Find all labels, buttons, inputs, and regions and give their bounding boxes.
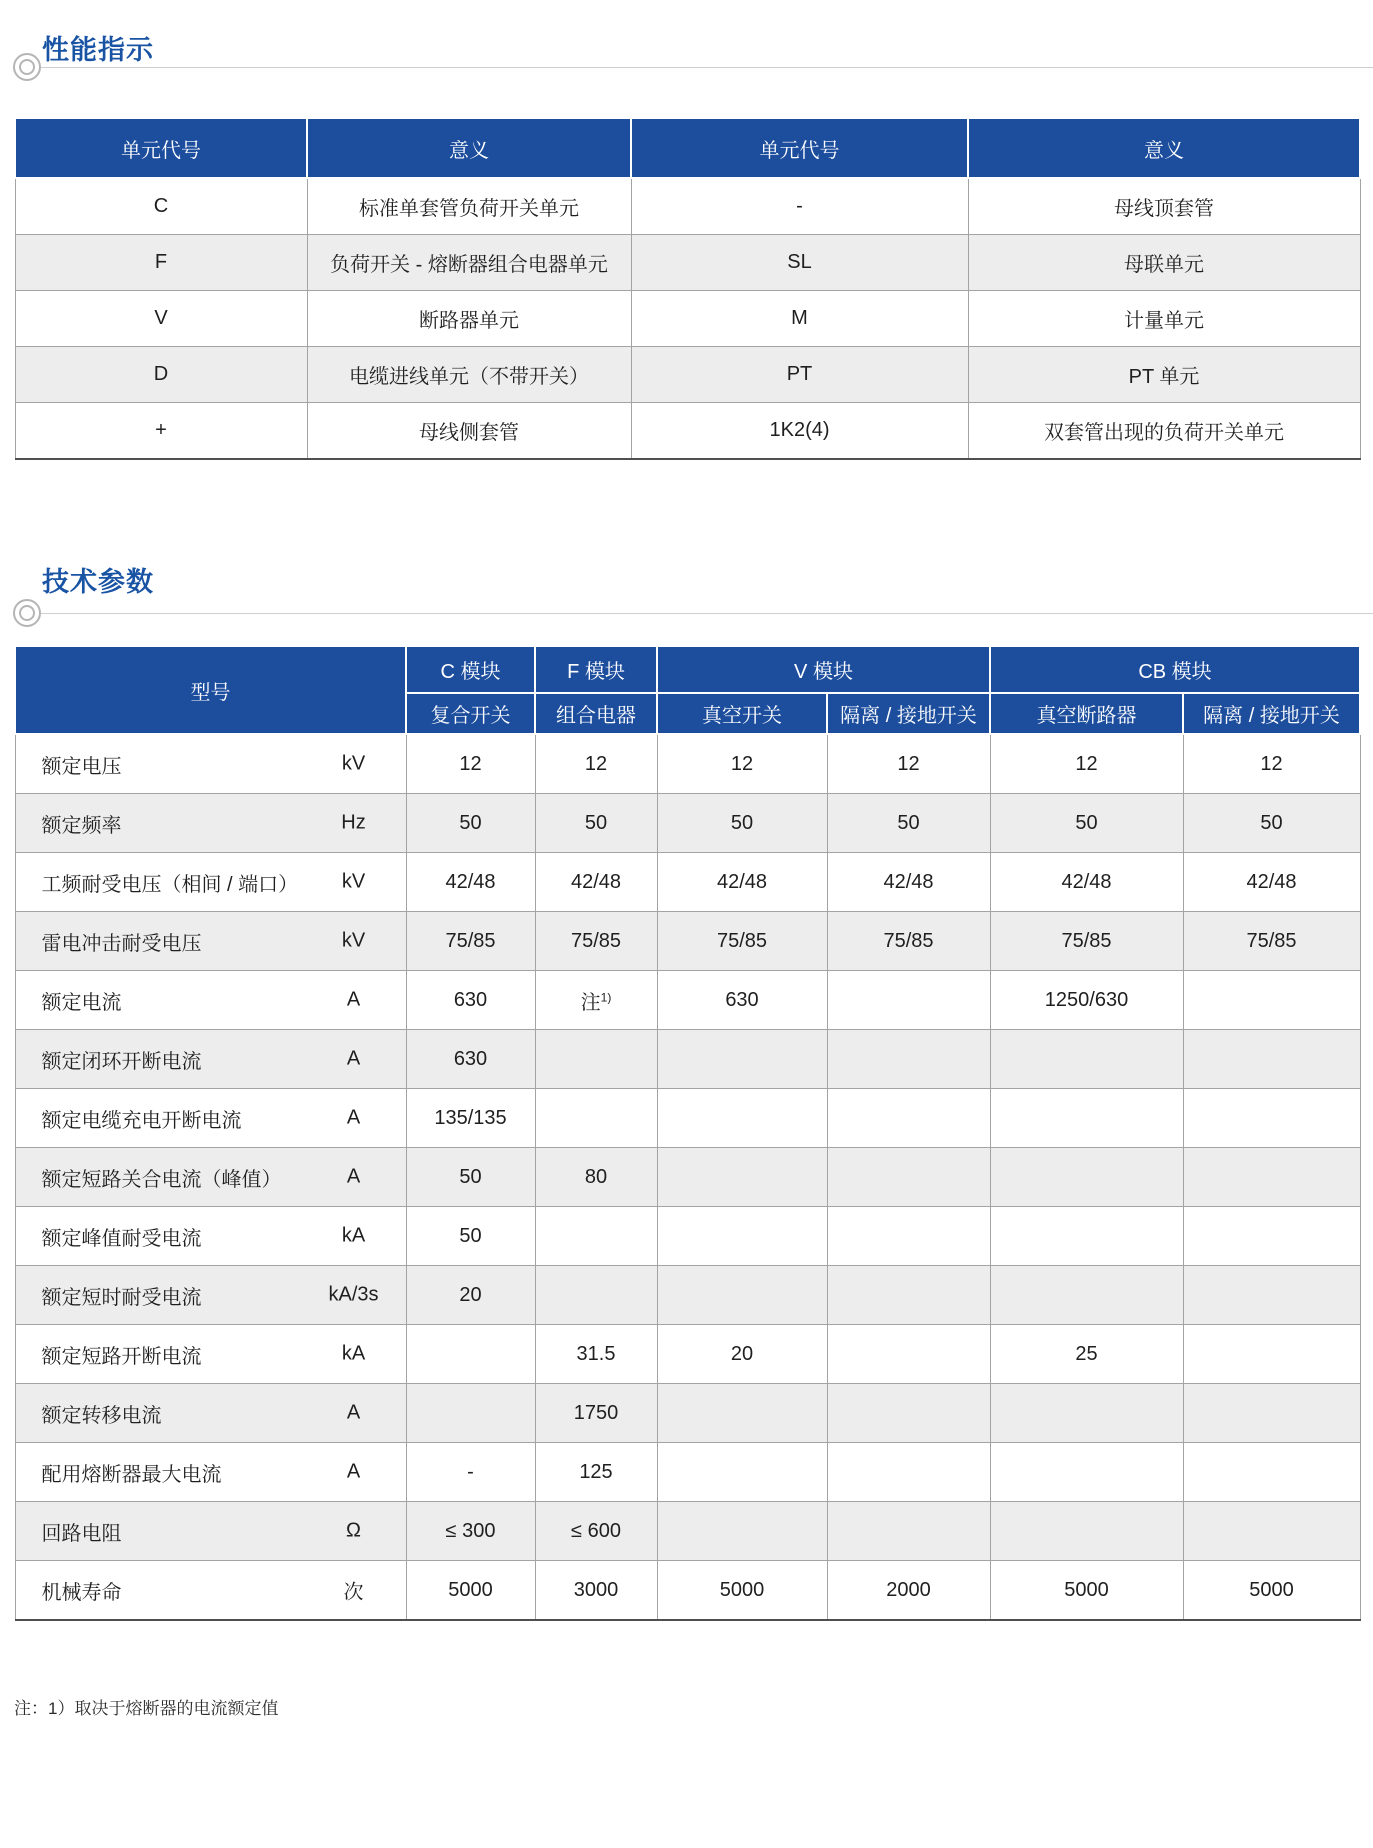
parameter-cell: 额定电压 kV xyxy=(15,734,406,794)
unit-label: A xyxy=(346,1106,361,1129)
unit-code-cell: D xyxy=(15,347,307,403)
unit-label: kA xyxy=(341,1224,366,1247)
value-cell xyxy=(1183,1325,1360,1384)
unit-code-cell: - xyxy=(631,178,968,235)
value-cell: 5000 xyxy=(657,1561,827,1621)
spec-row xyxy=(15,1502,1360,1561)
unit-code-cell: + xyxy=(15,403,307,460)
value-cell: 42/48 xyxy=(1183,853,1360,912)
value-cell: 135/135 xyxy=(406,1089,535,1148)
value-cell xyxy=(1183,1030,1360,1089)
value-cell xyxy=(990,1030,1183,1089)
parameter-cell: 额定峰值耐受电流 kA xyxy=(15,1207,406,1266)
value-cell: 75/85 xyxy=(406,912,535,971)
table-row xyxy=(15,291,1360,347)
value-cell xyxy=(1183,1502,1360,1561)
value-cell xyxy=(535,1089,657,1148)
unit-code-cell: PT xyxy=(631,347,968,403)
value-cell xyxy=(827,1443,990,1502)
table-row xyxy=(15,178,1360,235)
section-divider xyxy=(13,598,1373,628)
value-cell xyxy=(657,1266,827,1325)
value-cell: ≤ 600 xyxy=(535,1502,657,1561)
parameter-cell: 额定转移电流 A xyxy=(15,1384,406,1443)
value-cell: 50 xyxy=(990,794,1183,853)
spec-row xyxy=(15,1207,1360,1266)
value-cell: 630 xyxy=(657,971,827,1030)
spec-row xyxy=(15,971,1360,1030)
unit-label: kA xyxy=(341,1342,366,1365)
value-cell xyxy=(990,1443,1183,1502)
value-cell xyxy=(990,1384,1183,1443)
value-cell: 31.5 xyxy=(535,1325,657,1384)
value-cell: 50 xyxy=(406,1207,535,1266)
value-cell: 20 xyxy=(657,1325,827,1384)
column-header: 意义 xyxy=(307,118,631,178)
spec-row xyxy=(15,1030,1360,1089)
value-cell: 50 xyxy=(1183,794,1360,853)
spec-row xyxy=(15,912,1360,971)
unit-label: Ω xyxy=(346,1519,361,1542)
model-header: 型号 xyxy=(15,646,406,734)
value-cell xyxy=(827,1384,990,1443)
value-cell: ≤ 300 xyxy=(406,1502,535,1561)
value-cell xyxy=(1183,1384,1360,1443)
meaning-cell: 计量单元 xyxy=(968,291,1360,347)
value-cell: 5000 xyxy=(406,1561,535,1621)
value-cell: 75/85 xyxy=(535,912,657,971)
value-cell: 75/85 xyxy=(1183,912,1360,971)
sub-header: 隔离 / 接地开关 xyxy=(827,693,990,734)
unit-label: Hz xyxy=(341,811,366,834)
circle-decoration-icon xyxy=(13,53,41,81)
parameter-cell: 额定电缆充电开断电流 A xyxy=(15,1089,406,1148)
value-cell: 75/85 xyxy=(827,912,990,971)
value-cell: 3000 xyxy=(535,1561,657,1621)
value-cell: 42/48 xyxy=(827,853,990,912)
meaning-cell: 断路器单元 xyxy=(307,291,631,347)
value-cell: 50 xyxy=(535,794,657,853)
unit-label: A xyxy=(346,988,361,1011)
value-cell xyxy=(827,1030,990,1089)
unit-label: A xyxy=(346,1165,361,1188)
value-cell: 12 xyxy=(827,734,990,794)
value-cell: 630 xyxy=(406,1030,535,1089)
value-cell xyxy=(535,1207,657,1266)
parameter-cell: 额定闭环开断电流 A xyxy=(15,1030,406,1089)
sub-header: 真空开关 xyxy=(657,693,827,734)
meaning-cell: 电缆进线单元（不带开关） xyxy=(307,347,631,403)
value-cell xyxy=(657,1030,827,1089)
parameter-cell: 工频耐受电压（相间 / 端口） kV xyxy=(15,853,406,912)
value-cell: 20 xyxy=(406,1266,535,1325)
value-cell xyxy=(657,1148,827,1207)
sub-header: 组合电器 xyxy=(535,693,657,734)
circle-decoration-icon xyxy=(13,599,41,627)
value-cell xyxy=(657,1207,827,1266)
value-cell xyxy=(990,1266,1183,1325)
meaning-cell: 双套管出现的负荷开关单元 xyxy=(968,403,1360,460)
value-cell xyxy=(535,1266,657,1325)
section-title-performance: 性能指示 xyxy=(42,35,154,65)
column-header: 意义 xyxy=(968,118,1360,178)
value-cell xyxy=(990,1148,1183,1207)
value-cell xyxy=(990,1207,1183,1266)
section-title-parameters: 技术参数 xyxy=(42,567,154,597)
value-cell: 80 xyxy=(535,1148,657,1207)
unit-label: A xyxy=(346,1460,361,1483)
value-cell: 50 xyxy=(657,794,827,853)
technical-parameter-table xyxy=(14,645,1361,1621)
unit-label: kV xyxy=(341,870,366,893)
value-cell xyxy=(535,1030,657,1089)
unit-label: kA/3s xyxy=(328,1283,379,1306)
parameter-cell: 额定短时耐受电流 kA/3s xyxy=(15,1266,406,1325)
value-cell: 42/48 xyxy=(406,853,535,912)
value-cell: 50 xyxy=(406,794,535,853)
value-cell: 1250/630 xyxy=(990,971,1183,1030)
value-cell xyxy=(1183,1443,1360,1502)
divider-line xyxy=(41,67,1373,68)
value-cell xyxy=(827,1266,990,1325)
value-cell: 12 xyxy=(1183,734,1360,794)
value-cell xyxy=(827,1148,990,1207)
value-cell: 50 xyxy=(827,794,990,853)
value-cell: 25 xyxy=(990,1325,1183,1384)
section-divider xyxy=(13,52,1373,82)
sub-header: 真空断路器 xyxy=(990,693,1183,734)
value-cell xyxy=(827,971,990,1030)
module-header-c: C 模块 xyxy=(406,646,535,693)
unit-code-cell: F xyxy=(15,235,307,291)
meaning-cell: 母线顶套管 xyxy=(968,178,1360,235)
unit-label: A xyxy=(346,1047,361,1070)
spec-row xyxy=(15,1266,1360,1325)
parameter-cell: 机械寿命 次 xyxy=(15,1561,406,1621)
table-row xyxy=(15,235,1360,291)
unit-code-table xyxy=(14,117,1361,460)
unit-label: kV xyxy=(341,752,366,775)
value-cell: 12 xyxy=(406,734,535,794)
value-cell: 125 xyxy=(535,1443,657,1502)
meaning-cell: PT 单元 xyxy=(968,347,1360,403)
value-cell: 630 xyxy=(406,971,535,1030)
value-cell: 42/48 xyxy=(657,853,827,912)
value-cell xyxy=(657,1384,827,1443)
value-cell xyxy=(827,1207,990,1266)
value-cell: 5000 xyxy=(990,1561,1183,1621)
value-cell: 42/48 xyxy=(535,853,657,912)
spec-row xyxy=(15,1561,1360,1621)
value-cell xyxy=(990,1089,1183,1148)
column-header: 单元代号 xyxy=(631,118,968,178)
value-cell xyxy=(1183,1207,1360,1266)
column-header: 单元代号 xyxy=(15,118,307,178)
spec-row xyxy=(15,794,1360,853)
value-cell: 75/85 xyxy=(657,912,827,971)
unit-code-cell: 1K2(4) xyxy=(631,403,968,460)
spec-row xyxy=(15,853,1360,912)
value-cell xyxy=(1183,1148,1360,1207)
value-cell: 50 xyxy=(406,1148,535,1207)
value-cell: 12 xyxy=(990,734,1183,794)
parameter-cell: 配用熔断器最大电流 A xyxy=(15,1443,406,1502)
unit-code-cell: V xyxy=(15,291,307,347)
value-cell xyxy=(1183,1089,1360,1148)
value-cell: 2000 xyxy=(827,1561,990,1621)
value-cell xyxy=(657,1502,827,1561)
value-cell xyxy=(990,1502,1183,1561)
value-cell xyxy=(827,1325,990,1384)
table-row xyxy=(15,403,1360,460)
value-cell xyxy=(657,1089,827,1148)
value-cell: - xyxy=(406,1443,535,1502)
parameter-cell: 额定电流 A xyxy=(15,971,406,1030)
sub-header: 隔离 / 接地开关 xyxy=(1183,693,1360,734)
module-header-v: V 模块 xyxy=(657,646,990,693)
value-cell xyxy=(827,1089,990,1148)
unit-label: 次 xyxy=(343,1581,364,1604)
value-cell: 42/48 xyxy=(990,853,1183,912)
footnote-marker: 1) xyxy=(600,989,612,1004)
unit-code-cell: C xyxy=(15,178,307,235)
meaning-cell: 母线侧套管 xyxy=(307,403,631,460)
module-header-f: F 模块 xyxy=(535,646,657,693)
value-cell-with-note: 注$^{1)}$ xyxy=(535,971,657,1030)
value-cell xyxy=(406,1384,535,1443)
parameter-cell: 额定短路关合电流（峰值） A xyxy=(15,1148,406,1207)
unit-code-cell: SL xyxy=(631,235,968,291)
parameter-cell: 雷电冲击耐受电压 kV xyxy=(15,912,406,971)
spec-row xyxy=(15,1089,1360,1148)
spec-row xyxy=(15,734,1360,794)
meaning-cell: 负荷开关 - 熔断器组合电器单元 xyxy=(307,235,631,291)
sub-header: 复合开关 xyxy=(406,693,535,734)
parameter-cell: 额定频率 Hz xyxy=(15,794,406,853)
module-header-cb: CB 模块 xyxy=(990,646,1360,693)
value-cell xyxy=(406,1325,535,1384)
value-cell: 5000 xyxy=(1183,1561,1360,1621)
table-header-row xyxy=(15,118,1360,178)
module-header-row xyxy=(15,646,1360,693)
value-cell: 75/85 xyxy=(990,912,1183,971)
unit-label: kV xyxy=(341,929,366,952)
unit-label: A xyxy=(346,1401,361,1424)
value-cell xyxy=(827,1502,990,1561)
parameter-cell: 回路电阻 Ω xyxy=(15,1502,406,1561)
footnote: 注：1）取决于熔断器的电流额定值 xyxy=(14,1699,279,1718)
value-cell: 1750 xyxy=(535,1384,657,1443)
value-cell xyxy=(1183,971,1360,1030)
value-cell: 12 xyxy=(535,734,657,794)
spec-row xyxy=(15,1384,1360,1443)
spec-row xyxy=(15,1325,1360,1384)
divider-line xyxy=(41,613,1373,614)
spec-row xyxy=(15,1443,1360,1502)
meaning-cell: 标准单套管负荷开关单元 xyxy=(307,178,631,235)
unit-code-cell: M xyxy=(631,291,968,347)
value-cell xyxy=(657,1443,827,1502)
value-cell xyxy=(1183,1266,1360,1325)
parameter-cell: 额定短路开断电流 kA xyxy=(15,1325,406,1384)
value-cell: 12 xyxy=(657,734,827,794)
table-row xyxy=(15,347,1360,403)
spec-row xyxy=(15,1148,1360,1207)
meaning-cell: 母联单元 xyxy=(968,235,1360,291)
